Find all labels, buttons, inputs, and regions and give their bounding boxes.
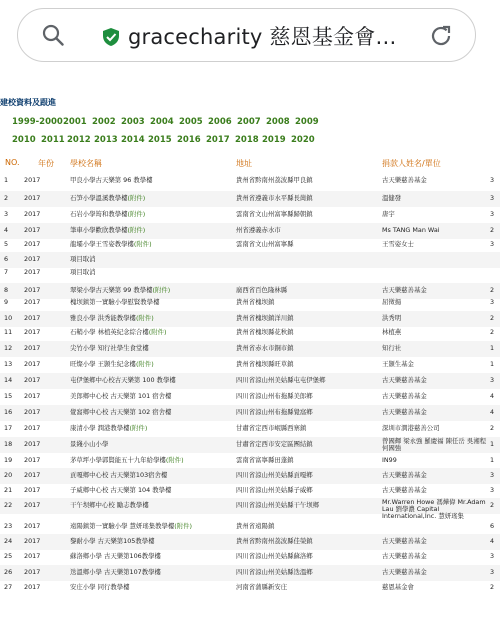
row-count: 4	[490, 537, 495, 545]
year-link[interactable]: 2020	[291, 135, 315, 145]
row-number: 21	[4, 486, 13, 494]
row-number: 8	[4, 286, 9, 294]
school-location: 四川省涼山州美姑縣蘇洛鄉	[236, 552, 313, 560]
donor-name: 古天樂慈善基金	[382, 376, 427, 384]
row-count: 2	[490, 328, 495, 336]
row-number: 23	[4, 522, 13, 530]
school-name: 屯伊堡鄉中心校古天樂第 100 教學樓	[70, 376, 176, 384]
donor-name: 王雪姿女士	[382, 240, 414, 248]
year-link[interactable]: 2006	[208, 117, 232, 127]
row-number: 25	[4, 552, 13, 560]
row-count: 2	[490, 501, 495, 509]
school-name: 貢嘎鄉中心校 古天樂第103宿舍樓	[70, 471, 168, 479]
section-title: 建校資料及跟進	[0, 98, 56, 107]
attachment-link[interactable]: (附件)	[148, 328, 167, 336]
school-name: 覺窩鄉中心校 古天樂第 102 宿舍樓	[70, 408, 172, 416]
table-row	[0, 468, 500, 484]
table-row	[0, 191, 500, 207]
table-row	[0, 437, 500, 453]
school-location: 四川省涼山州布拖縣美郎鄉	[236, 392, 313, 400]
school-name: 黎耐小學 古天樂第105教學樓	[70, 537, 155, 545]
attachment-link[interactable]: (附件)	[127, 194, 146, 202]
row-count: 3	[490, 471, 495, 479]
school-location: 河南省蒲縣新安庄	[236, 583, 288, 591]
row-number: 16	[4, 408, 13, 416]
row-count: 2	[490, 583, 495, 591]
school-name: 翠梁小學古天樂第 99 教學樓(附件)	[70, 286, 171, 294]
school-location: 四川省涼山州美姑縣子威鄉	[236, 486, 313, 494]
row-year: 2017	[24, 240, 41, 248]
row-count: 2	[490, 226, 495, 234]
header-no: NO.	[5, 158, 20, 167]
row-number: 2	[4, 194, 9, 202]
school-name: 項目取消	[70, 255, 96, 263]
row-number: 9	[4, 298, 9, 306]
year-link[interactable]: 2013	[94, 135, 118, 145]
school-name: 甲良小學古天樂第 96 教學樓	[70, 176, 153, 184]
row-year: 2017	[24, 392, 41, 400]
table-row	[0, 421, 500, 437]
school-name: 茅草坪小學郭賢能五十九年給學樓(附件)	[70, 456, 184, 464]
row-count: 2	[490, 286, 495, 294]
attachment-link[interactable]: (附件)	[135, 360, 154, 368]
year-link[interactable]: 2011	[41, 135, 65, 145]
row-number: 13	[4, 360, 13, 368]
row-count: 3	[490, 298, 495, 306]
school-name: 迭溫鄉小學 古天樂第107教學樓	[70, 568, 161, 576]
row-year: 2017	[24, 376, 41, 384]
donor-name: 古天樂慈善基金	[382, 552, 427, 560]
row-year: 2017	[24, 522, 41, 530]
table-row	[0, 295, 500, 311]
school-location: 貴州省槐坝縣旺草鎮	[236, 360, 294, 368]
year-link[interactable]: 2014	[121, 135, 145, 145]
donor-name: 王顥生基金	[382, 360, 414, 368]
school-location: 貴州省槐坝縣花秋鎮	[236, 328, 294, 336]
school-name: 筆車小學歡欣教學樓(附件)	[70, 226, 146, 234]
table-row	[0, 549, 500, 565]
row-count: 3	[490, 240, 495, 248]
row-year: 2017	[24, 583, 41, 591]
school-location: 四川省涼山州美姑縣迭溫鄉	[236, 568, 313, 576]
table-row	[0, 207, 500, 223]
search-icon[interactable]	[42, 24, 64, 46]
school-location: 甘肅省定西市岷縣西寨鎮	[236, 424, 307, 432]
school-location: 貴州省黔南州荔波縣佳榮鎮	[236, 537, 313, 545]
year-link[interactable]: 2019	[262, 135, 286, 145]
row-year: 2017	[24, 328, 41, 336]
attachment-link[interactable]: (附件)	[135, 314, 154, 322]
school-location: 貴州省遵義市水平縣長崗鎮	[236, 194, 313, 202]
donor-name: 古天樂慈善基金	[382, 568, 427, 576]
donor-name: 溫健發	[382, 194, 402, 202]
year-link[interactable]: 2001	[63, 117, 87, 127]
table-row	[0, 237, 500, 253]
donor-name: Ms TANG Man Wai	[382, 226, 440, 234]
row-count: 3	[490, 176, 495, 184]
donor-name: 深圳市潤港慈善公司	[382, 424, 440, 432]
row-year: 2017	[24, 298, 41, 306]
url-text[interactable]: gracecharity 慈恩基金會…	[128, 25, 397, 49]
table-row	[0, 341, 500, 357]
row-count: 1	[490, 440, 495, 448]
attachment-link[interactable]: (附件)	[133, 240, 152, 248]
year-link[interactable]: 2005	[179, 117, 203, 127]
row-number: 22	[4, 501, 13, 509]
attachment-link[interactable]: (附件)	[165, 456, 184, 464]
row-number: 20	[4, 471, 13, 479]
table-row	[0, 373, 500, 389]
row-year: 2017	[24, 286, 41, 294]
school-name: 尖竹小學 知行社學生食堂樓	[70, 344, 149, 352]
row-count: 4	[490, 392, 495, 400]
school-name: 康清小學 潤港教學樓(附件)	[70, 424, 148, 432]
school-name: 石鞘小學 林植英紀念綜合樓(附件)	[70, 328, 167, 336]
table-row	[0, 357, 500, 373]
school-name: 石笋小學溫溪教學樓(附件)	[70, 194, 146, 202]
year-link[interactable]: 2004	[150, 117, 174, 127]
header-year: 年份	[38, 159, 54, 168]
row-year: 2017	[24, 486, 41, 494]
row-count: 3	[490, 552, 495, 560]
school-location: 貴州省槐坝鎮洋川鎮	[236, 314, 294, 322]
row-number: 5	[4, 240, 9, 248]
browser-toolbar	[0, 0, 500, 86]
school-location: 雲南省富寧縣田蓬鎮	[236, 456, 294, 464]
table-row	[0, 405, 500, 421]
row-year: 2017	[24, 501, 41, 509]
school-location: 貴州省遠陽鎮	[236, 522, 275, 530]
attachment-link[interactable]: (附件)	[127, 226, 146, 234]
row-year: 2017	[24, 176, 41, 184]
school-name: 項目取消	[70, 268, 96, 276]
school-name: 槐坝鎮第一實驗小學慰賢教學樓	[70, 298, 160, 306]
school-name: 蘇洛鄉小學 古天樂第106教學樓	[70, 552, 161, 560]
school-location: 貴州省黔南州荔波縣甲良鎮	[236, 176, 313, 184]
row-year: 2017	[24, 424, 41, 432]
donor-name: 唐宇	[382, 210, 395, 218]
donor-name: IN99	[382, 456, 397, 464]
table-row	[0, 265, 500, 281]
school-name: 子威鄉中心校 古天樂第 104 教學樓	[70, 486, 172, 494]
school-name: 美郎鄉中心校 古天樂第 101 宿舍樓	[70, 392, 172, 400]
school-name: 龍壩小學王雪姿教學樓(附件)	[70, 240, 152, 248]
donor-name: 古天樂慈善基金	[382, 286, 427, 294]
donor-name: 屈徵揚	[382, 298, 402, 306]
donor-name: 古天樂慈善基金	[382, 471, 427, 479]
row-count: 2	[490, 314, 495, 322]
year-link[interactable]: 2015	[148, 135, 172, 145]
row-count: 3	[490, 486, 495, 494]
donor-name: 曾國輝 梁永強 羅慶福 陳任岳 吳湘程 何國強	[382, 437, 486, 452]
school-name: 干午坝鄉中心校 勵志教學樓	[70, 501, 149, 509]
address-bar[interactable]	[17, 8, 476, 62]
row-year: 2017	[24, 471, 41, 479]
year-link[interactable]: 1999-2000	[12, 117, 63, 127]
row-number: 7	[4, 268, 9, 276]
row-count: 3	[490, 568, 495, 576]
table-row	[0, 498, 500, 520]
security-shield-icon[interactable]	[101, 27, 121, 47]
row-number: 27	[4, 583, 13, 591]
year-link[interactable]: 2017	[206, 135, 230, 145]
donor-name: 知行社	[382, 344, 402, 352]
row-number: 18	[4, 440, 13, 448]
table-row	[0, 453, 500, 469]
school-location: 四川省涼山州美姑縣屯屯伊堡鄉	[236, 376, 326, 384]
school-name: 安庄小學 同行教學樓	[70, 583, 130, 591]
row-count: 4	[490, 408, 495, 416]
row-count: 3	[490, 210, 495, 218]
row-year: 2017	[24, 537, 41, 545]
school-location: 貴州省槐坝鎮	[236, 298, 275, 306]
header-donor: 捐款人姓名/單位	[382, 159, 441, 168]
header-name: 學校名稱	[70, 159, 102, 168]
year-link[interactable]: 2002	[92, 117, 116, 127]
donor-name: 古天樂慈善基金	[382, 408, 427, 416]
row-year: 2017	[24, 268, 41, 276]
table-row	[0, 325, 500, 341]
year-link[interactable]: 2010	[12, 135, 36, 145]
school-name: 雅良小學 洪秀能教學樓(附件)	[70, 314, 154, 322]
attachment-link[interactable]: (附件)	[174, 522, 193, 530]
row-count: 2	[490, 424, 495, 432]
attachment-link[interactable]: (附件)	[127, 210, 146, 218]
table-row	[0, 389, 500, 405]
row-year: 2017	[24, 568, 41, 576]
attachment-link[interactable]: (附件)	[129, 424, 148, 432]
school-name: 石岩小學筠和教學樓(附件)	[70, 210, 146, 218]
school-name: 遠陽鎮第一實驗小學 慧妍瑤集教學樓(附件)	[70, 522, 193, 530]
row-number: 24	[4, 537, 13, 545]
school-name: 旺燦小學 王顥生紀念樓(附件)	[70, 360, 154, 368]
donor-name: 古天樂慈善基金	[382, 486, 427, 494]
row-number: 17	[4, 424, 13, 432]
row-number: 14	[4, 376, 13, 384]
row-year: 2017	[24, 226, 41, 234]
table-row	[0, 580, 500, 596]
table-row	[0, 483, 500, 499]
row-year: 2017	[24, 360, 41, 368]
header-location: 地址	[236, 159, 252, 168]
school-location: 貴州省赤水市銅市鎮	[236, 344, 294, 352]
row-count: 3	[490, 376, 495, 384]
row-year: 2017	[24, 194, 41, 202]
table-row	[0, 519, 500, 535]
school-location: 甘肅省定西市安定區團結鎮	[236, 440, 313, 448]
reload-icon[interactable]	[428, 23, 454, 49]
row-year: 2017	[24, 408, 41, 416]
school-location: 雲南省文山州富寧縣歸朝鎮	[236, 210, 313, 218]
row-count: 6	[490, 522, 495, 530]
school-location: 廣西省百色隆林縣	[236, 286, 288, 294]
row-number: 1	[4, 176, 9, 184]
school-location: 四川省涼山州美姑縣干午坝鄉	[236, 501, 320, 509]
row-number: 10	[4, 314, 13, 322]
donor-name: 洪秀明	[382, 314, 402, 322]
row-number: 4	[4, 226, 9, 234]
row-year: 2017	[24, 552, 41, 560]
row-number: 15	[4, 392, 13, 400]
year-link[interactable]: 2007	[237, 117, 261, 127]
donor-name: 慈恩基金會	[382, 583, 414, 591]
donor-name: 古天樂慈善基金	[382, 537, 427, 545]
donor-name: Mr.Warren Howe 馮燁偉 Mr.Adam Lau 劉學濃 Capital International,Inc. 慧妍瑤集	[382, 498, 486, 520]
row-number: 11	[4, 328, 13, 336]
table-row	[0, 565, 500, 581]
row-count: 1	[490, 360, 495, 368]
row-number: 6	[4, 255, 9, 263]
row-year: 2017	[24, 255, 41, 263]
row-year: 2017	[24, 210, 41, 218]
row-number: 12	[4, 344, 13, 352]
donor-name: 林植燕	[382, 328, 402, 336]
row-year: 2017	[24, 344, 41, 352]
row-count: 3	[490, 194, 495, 202]
year-link[interactable]: 2012	[67, 135, 91, 145]
donor-name: 古天樂慈善基金	[382, 392, 427, 400]
row-number: 26	[4, 568, 13, 576]
row-count: 1	[490, 456, 495, 464]
year-link[interactable]: 2008	[266, 117, 290, 127]
school-location: 四川省涼山州布拖縣覺窩鄉	[236, 408, 313, 416]
table-row	[0, 173, 500, 189]
school-location: 州省遵義赤水市	[236, 226, 281, 234]
row-year: 2017	[24, 456, 41, 464]
row-count: 1	[490, 344, 495, 352]
table-row	[0, 534, 500, 550]
school-name: 景綫小山小學	[70, 440, 109, 448]
row-year: 2017	[24, 440, 41, 448]
attachment-link[interactable]: (附件)	[152, 286, 171, 294]
row-number: 3	[4, 210, 9, 218]
school-location: 雲南省文山州富寧縣	[236, 240, 294, 248]
donor-name: 古天樂慈善基金	[382, 176, 427, 184]
year-link[interactable]: 2016	[177, 135, 201, 145]
year-link[interactable]: 2009	[295, 117, 319, 127]
year-link[interactable]: 2018	[235, 135, 259, 145]
school-location: 四川省涼山州美姑縣貢嘎鄉	[236, 471, 313, 479]
row-year: 2017	[24, 314, 41, 322]
row-number: 19	[4, 456, 13, 464]
year-link[interactable]: 2003	[121, 117, 145, 127]
